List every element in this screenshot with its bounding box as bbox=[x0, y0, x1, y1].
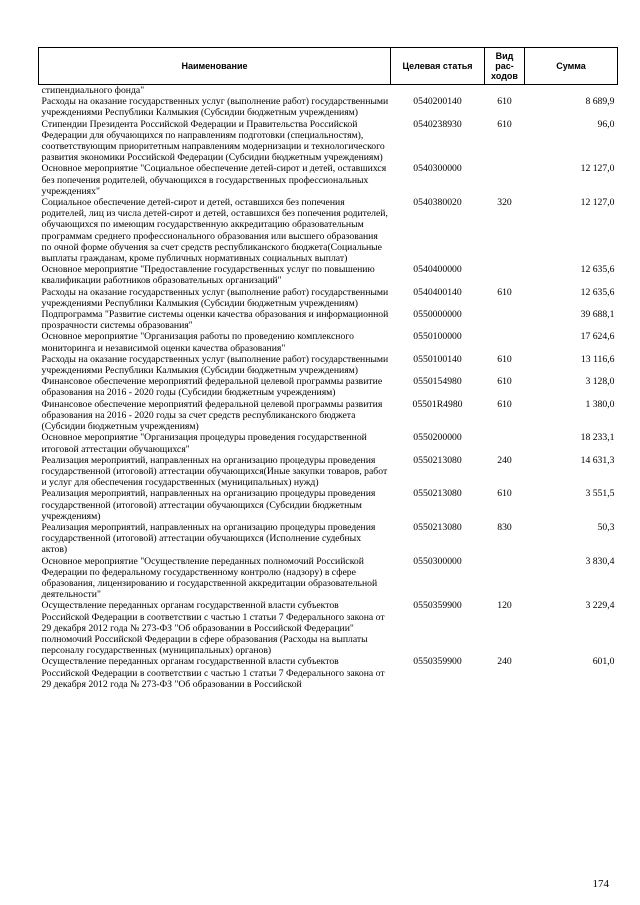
table-row bbox=[39, 309, 618, 331]
cell-code: 0540400140 bbox=[413, 286, 462, 298]
table-row bbox=[39, 556, 618, 601]
cell-vid: 120 bbox=[497, 600, 512, 612]
cell-sum: 14 631,3 bbox=[580, 454, 615, 466]
cell-code: 0540300000 bbox=[413, 163, 462, 175]
cell-vid: 320 bbox=[497, 197, 512, 209]
cell-vid bbox=[485, 309, 525, 331]
cell-name: Расходы на оказание государственных услуг (выполнение работ) государственными учреждениями Республики Калмыкия (Субсидии бюджетным учреждениям) bbox=[41, 96, 389, 119]
cell-sum: 12 127,0 bbox=[580, 163, 615, 175]
cell-vid bbox=[485, 264, 525, 286]
cell-name: Подпрограмма "Развитие системы оценки качества образования и информационной прозрачности системы образования" bbox=[41, 309, 389, 332]
document-page bbox=[38, 47, 617, 690]
cell-sum: 12 635,6 bbox=[580, 264, 615, 276]
cell-sum: 3 229,4 bbox=[585, 600, 615, 612]
table-row bbox=[39, 376, 618, 398]
header-code: Целевая статья bbox=[391, 48, 485, 85]
cell-code: 0550000000 bbox=[413, 309, 462, 321]
cell-sum: 17 624,6 bbox=[580, 331, 615, 343]
table-body bbox=[39, 85, 618, 690]
cell-sum: 96,0 bbox=[597, 118, 615, 130]
table-row bbox=[39, 264, 618, 286]
table-row bbox=[39, 119, 618, 164]
cell-name: Осуществление переданных органам государственной власти субъектов Российской Федерации в соответствии с частью 1 статьи 7 Федерального закона от 29 декабря 2012 года № 273-ФЗ "Об образовании в Российской Федерации" полномочий Российской Федерации в сфере образования (Расходы на выплаты персоналу государственных (муниципальных) органов) bbox=[41, 600, 385, 657]
table-header bbox=[39, 48, 618, 85]
cell-code: 0550100000 bbox=[413, 331, 462, 343]
cell-name: Финансовое обеспечение мероприятий федеральной целевой программы развитие образования на 2016 - 2020 годы (Субсидии бюджетным учреждениям) bbox=[41, 376, 383, 399]
header-sum: Сумма bbox=[525, 48, 618, 85]
cell-vid: 610 bbox=[497, 286, 512, 298]
cell-code: 0540380020 bbox=[413, 197, 462, 209]
cell-sum: 13 116,6 bbox=[580, 353, 615, 365]
cell-vid: 610 bbox=[497, 96, 512, 108]
table-row bbox=[39, 331, 618, 353]
cell-sum: 18 233,1 bbox=[580, 432, 615, 444]
table-row bbox=[39, 163, 618, 197]
cell-vid: 240 bbox=[497, 656, 512, 668]
cell-code: 0540238930 bbox=[413, 118, 462, 130]
page-number: 174 bbox=[592, 878, 609, 890]
cell-vid: 610 bbox=[497, 488, 512, 500]
cell-name: Стипендии Президента Российской Федерации и Правительства Российской Федерации для обучающихся по направлениям подготовки (специальностям), соответствующим приоритетным направлениям модернизации и технологического развития экономики Российской Федерации (Субсидии бюджетным учреждениям) bbox=[41, 118, 385, 164]
cell-name: Осуществление переданных органам государственной власти субъектов Российской Федерации в соответствии с частью 1 статьи 7 Федерального закона от 29 декабря 2012 года № 273-ФЗ "Об образовании в Российской bbox=[41, 656, 385, 690]
cell-sum: 12 127,0 bbox=[580, 197, 615, 209]
table-row bbox=[39, 197, 618, 264]
table-row bbox=[39, 455, 618, 489]
cell-name: стипендиального фонда" bbox=[41, 85, 145, 96]
table-row bbox=[39, 522, 618, 556]
cell-sum bbox=[525, 85, 618, 97]
table-row bbox=[39, 399, 618, 433]
table-row bbox=[39, 432, 618, 454]
header-vid: Вид рас-ходов bbox=[485, 48, 525, 85]
cell-code: 0550154980 bbox=[413, 376, 462, 388]
cell-sum: 3 551,5 bbox=[585, 488, 615, 500]
cell-code: 0550300000 bbox=[413, 555, 462, 567]
cell-vid: 240 bbox=[497, 454, 512, 466]
cell-vid: 610 bbox=[497, 376, 512, 388]
table-row bbox=[39, 600, 618, 656]
cell-vid: 610 bbox=[497, 118, 512, 130]
cell-sum: 1 380,0 bbox=[585, 398, 615, 410]
cell-sum: 50,3 bbox=[597, 521, 615, 533]
cell-name: Основное мероприятие "Организация процедуры проведения государственной итоговой аттестации обучающихся" bbox=[41, 432, 367, 455]
cell-code: 0550359900 bbox=[413, 600, 462, 612]
cell-code: 0550359900 bbox=[413, 656, 462, 668]
cell-code: 0540400000 bbox=[413, 264, 462, 276]
table-row bbox=[39, 287, 618, 309]
cell-name: Основное мероприятие "Организация работы по проведению комплексного мониторинга и независимой оценки качества образования" bbox=[41, 331, 354, 354]
cell-code: 0550213080 bbox=[413, 521, 462, 533]
cell-name: Расходы на оказание государственных услуг (выполнение работ) государственными учреждениями Республики Калмыкия (Субсидии бюджетным учреждениям) bbox=[41, 286, 389, 309]
cell-vid: 610 bbox=[497, 353, 512, 365]
cell-name: Расходы на оказание государственных услуг (выполнение работ) государственными учреждениями Республики Калмыкия (Субсидии бюджетным учреждениям) bbox=[41, 353, 389, 377]
cell-name: Основное мероприятие "Осуществление переданных полномочий Российской Федерации по федеральному государственному контролю (надзору) в сфере образования, лицензированию и государственной аккредитации образовательной деятельности" bbox=[41, 555, 378, 601]
table-row bbox=[39, 354, 618, 376]
budget-table bbox=[38, 47, 618, 690]
cell-code: 0550200000 bbox=[413, 432, 462, 444]
cell-vid bbox=[485, 163, 525, 197]
cell-name: Социальное обеспечение детей-сирот и детей, оставшихся без попечения родителей, лиц из числа детей-сирот и детей, оставшихся без попечения родителей, обучающихся по имеющим государственную аккредитацию образовательным программам среднего профессионального образования или высшего образования по очной форме обучения за счет средств республиканского бюджета(Социальные выплаты гражданам, кроме публичных нормативных социальных выплат) bbox=[41, 197, 388, 265]
cell-name: Основное мероприятие "Предоставление государственных услуг по повышению квалификации работников образовательных организаций" bbox=[41, 264, 375, 287]
cell-sum: 3 830,4 bbox=[585, 555, 615, 567]
cell-code: 0550213080 bbox=[413, 488, 462, 500]
cell-sum: 39 688,1 bbox=[580, 309, 615, 321]
cell-vid: 830 bbox=[497, 521, 512, 533]
cell-sum: 12 635,6 bbox=[580, 286, 615, 298]
cell-code: 0550213080 bbox=[413, 454, 462, 466]
cell-code: 0540200140 bbox=[413, 96, 462, 108]
cell-sum: 8 689,9 bbox=[585, 96, 615, 108]
cell-code bbox=[391, 85, 485, 97]
cell-vid bbox=[485, 85, 525, 97]
header-name: Наименование bbox=[39, 48, 391, 85]
table-row bbox=[39, 96, 618, 118]
cell-code: 05501R4980 bbox=[412, 398, 463, 410]
cell-name: Реализация мероприятий, направленных на организацию процедуры проведения государственной (итоговой) аттестации обучающихся(Иные закупки товаров, работ и услуг для обеспечения государственных (муниципальных) нужд) bbox=[41, 454, 388, 489]
table-row bbox=[39, 656, 618, 690]
cell-vid bbox=[485, 432, 525, 454]
cell-vid: 610 bbox=[497, 398, 512, 410]
cell-name: Основное мероприятие "Социальное обеспечение детей-сирот и детей, оставшихся без попечения родителей, обучающихся в государственных профессиональных учреждениях" bbox=[41, 163, 387, 197]
table-row bbox=[39, 488, 618, 522]
cell-vid bbox=[485, 556, 525, 601]
cell-name: Реализация мероприятий, направленных на организацию процедуры проведения государственной (итоговой) аттестации обучающихся (Субсидии бюджетным учреждениям) bbox=[41, 488, 376, 522]
cell-sum: 601,0 bbox=[592, 656, 615, 668]
cell-vid bbox=[485, 331, 525, 353]
cell-code: 0550100140 bbox=[413, 353, 462, 365]
cell-sum: 3 128,0 bbox=[585, 376, 615, 388]
cell-name: Финансовое обеспечение мероприятий федеральной целевой программы развития образования на 2016 - 2020 годы за счет средств республиканского бюджета (Субсидии бюджетным учреждениям) bbox=[41, 398, 383, 433]
cell-name: Реализация мероприятий, направленных на организацию процедуры проведения государственной (итоговой) аттестации обучающихся (Исполнение судебных актов) bbox=[41, 521, 376, 556]
table-row bbox=[39, 85, 618, 97]
